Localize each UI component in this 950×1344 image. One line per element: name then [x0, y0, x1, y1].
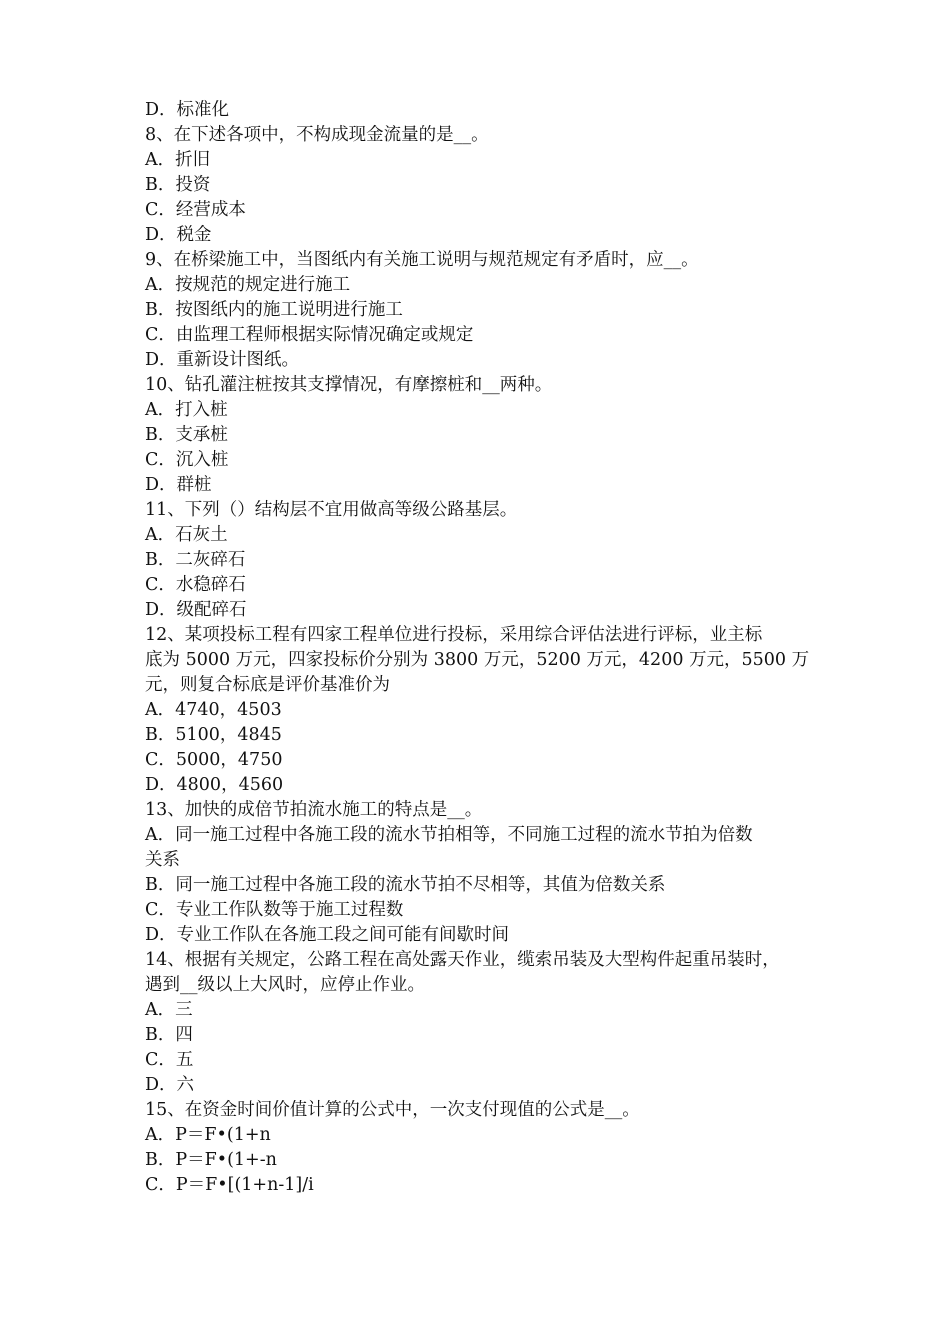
option-d-q11: D．级配碎石 [145, 600, 247, 620]
option-d-q7: D．标准化 [145, 100, 230, 120]
option-d-q8: D．税金 [145, 225, 212, 245]
option-c-q12: C．5000，4750 [145, 750, 283, 770]
option-d-q10: D．群桩 [145, 475, 212, 495]
option-b-q13: B．同一施工过程中各施工段的流水节拍不尽相等，其值为倍数关系 [145, 875, 666, 895]
question-8: 8、在下述各项中，不构成现金流量的是__。 [145, 125, 489, 145]
option-d-q9: D．重新设计图纸。 [145, 350, 300, 370]
option-b-q12: B．5100，4845 [145, 725, 282, 745]
question-14-line-2: 遇到__级以上大风时，应停止作业。 [145, 975, 425, 995]
option-a-q15: A．P＝F•(1+n [145, 1125, 271, 1145]
option-b-q9: B．按图纸内的施工说明进行施工 [145, 300, 403, 320]
option-b-q8: B．投资 [145, 175, 211, 195]
option-b-q11: B．二灰碎石 [145, 550, 246, 570]
option-c-q15: C．P＝F•[(1+n-1]/i [145, 1175, 314, 1195]
document-page [145, 98, 810, 1198]
option-b-q10: B．支承桩 [145, 425, 228, 445]
option-a-q9: A．按规范的规定进行施工 [145, 275, 351, 295]
option-d-q13: D．专业工作队在各施工段之间可能有间歇时间 [145, 925, 510, 945]
question-9: 9、在桥梁施工中，当图纸内有关施工说明与规范规定有矛盾时，应__。 [145, 250, 699, 270]
option-c-q9: C．由监理工程师根据实际情况确定或规定 [145, 325, 474, 345]
option-a-q10: A．打入桩 [145, 400, 228, 420]
option-c-q14: C．五 [145, 1050, 194, 1070]
question-14-line-1: 14、根据有关规定，公路工程在高处露天作业，缆索吊装及大型构件起重吊装时， [145, 950, 780, 970]
option-c-q8: C．经营成本 [145, 200, 246, 220]
option-c-q13: C．专业工作队数等于施工过程数 [145, 900, 404, 920]
option-a-q11: A．石灰土 [145, 525, 228, 545]
question-13: 13、加快的成倍节拍流水施工的特点是__。 [145, 800, 483, 820]
question-10: 10、钻孔灌注桩按其支撑情况，有摩擦桩和__两种。 [145, 375, 553, 395]
option-a-q13-line-2: 关系 [145, 850, 180, 870]
question-15: 15、在资金时间价值计算的公式中，一次支付现值的公式是__。 [145, 1100, 640, 1120]
option-d-q14: D．六 [145, 1075, 195, 1095]
option-b-q15: B．P＝F•(1+-n [145, 1150, 277, 1170]
option-b-q14: B．四 [145, 1025, 193, 1045]
question-12-line-1: 12、某项投标工程有四家工程单位进行投标，采用综合评估法进行评标，业主标 [145, 625, 763, 645]
option-a-q8: A．折旧 [145, 150, 211, 170]
option-a-q14: A．三 [145, 1000, 193, 1020]
question-12-line-2: 底为 5000 万元，四家投标价分别为 3800 万元，5200 万元，4200 万元，5500 万 [145, 650, 810, 670]
option-a-q12: A．4740，4503 [145, 700, 282, 720]
option-c-q11: C．水稳碎石 [145, 575, 246, 595]
option-d-q12: D．4800，4560 [145, 775, 284, 795]
question-12-line-3: 元，则复合标底是评价基准价为 [145, 675, 390, 695]
option-c-q10: C．沉入桩 [145, 450, 229, 470]
question-11: 11、下列（）结构层不宜用做高等级公路基层。 [145, 500, 518, 520]
option-a-q13-line-1: A．同一施工过程中各施工段的流水节拍相等，不同施工过程的流水节拍为倍数 [145, 825, 753, 845]
